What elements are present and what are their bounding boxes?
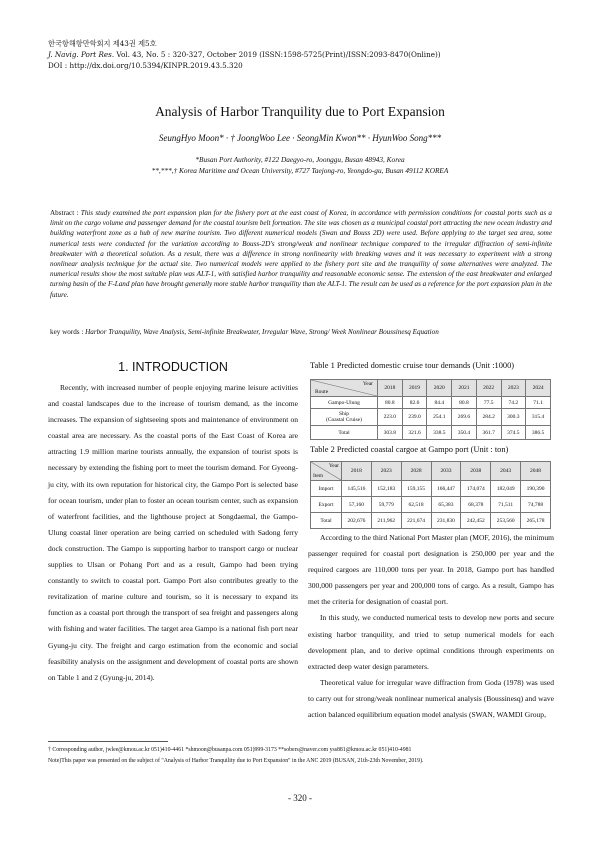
table-cell: 62,518 (401, 497, 431, 513)
row-label: Total (311, 426, 378, 440)
table2-corner (311, 462, 342, 481)
journal-citation (48, 49, 441, 60)
row-label: Gampo-Ulung (311, 397, 378, 409)
table-cell: 74.2 (501, 397, 526, 409)
row-label: Total (311, 513, 342, 529)
table1-year: 2018 (378, 380, 403, 397)
table1-year: 2024 (526, 380, 551, 397)
table-cell: 269.6 (452, 409, 477, 426)
table2-year: 2043 (491, 462, 521, 481)
paragraph: Recently, with increased number of people enjoying marine leisure activities and coastal landscapes due to the increase of tourism demand, as the income increases. The expansion of sightseeing spots and maintenance of environment on coastal area are necessary. As the coastal ports of the East Coast of Korea are attracting 1.9 million marine tourists annually, the expansion of tourist spots is necessary by extending the fishing port to meet the tourism demand. For Gyeong-ju city, with its own reputation for historical city, the Gampo Port is selected base for ocean tourism, under plan to foster an ocean tourism center, such as expansion of waterfront facilities, and the lighthouse project at Songdaemal, the Gampo-Ulung coastal liner operation are being carried on scheduled with Sadong ferry dock construction. The Gampo is supporting harbor to transport cargo or nuclear supplies to Ulsan or Pohang Port and as a result, Gampo had been trying constantly to switch to coastal port. Gampo Port also contributes greatly to the revitalization of marine culture and tourism, so it is necessary to expand its function as a coastal port through the transport of sea freight and passengers along with fishing and water facilities. The target area Gampo is a national fish port near Gyung-ju city. The freight and cargo estimation from the economic and social feasibility analysis on the assignment and development of coastal ports are shown on Table 1 and 2 (Gyung-ju, 2014). (48, 383, 298, 682)
row-label-line2: (Coastal Cruise) (326, 417, 362, 423)
table1 (310, 379, 551, 440)
affiliation-2: **,***,† Korea Maritime and Ocean University, #727 Taejong-ro, Yeongdo-gu, Busan 49112 KOREA (151, 166, 449, 175)
left-column (48, 380, 298, 686)
table-cell: 145,516 (342, 481, 372, 497)
table-cell: 303.8 (378, 426, 403, 440)
table-cell: 84.4 (427, 397, 452, 409)
table1-year: 2019 (402, 380, 427, 397)
table1-year: 2022 (476, 380, 501, 397)
table-cell: 254.1 (427, 409, 452, 426)
table-row (311, 497, 551, 513)
table1-year: 2023 (501, 380, 526, 397)
footnote-rule (48, 741, 168, 742)
table-row (311, 426, 551, 440)
table-cell: 350.4 (452, 426, 477, 440)
table-row (311, 481, 551, 497)
table-cell: 321.6 (402, 426, 427, 440)
table1-corner-bottom: Route (315, 389, 329, 395)
table-cell: 284.2 (476, 409, 501, 426)
paragraph: In this study, we conducted numerical tests to develop new ports and secure existing harbor tranquility, and tried to setup numerical models for each development plan, and to derive optimal conditions through experiments on extracted deep water design parameters. (308, 613, 554, 671)
table-cell: 242,452 (461, 513, 491, 529)
journal-header-korean: 한국항해항만학회지 제43권 제5호 (48, 39, 157, 48)
row-label (311, 409, 378, 426)
affiliation-1: *Busan Port Authority, #122 Daegyo-ro, Joonggu, Busan 48943, Korea (195, 155, 405, 164)
journal-volume-info: Vol. 43, No. 5 : 320-327, October 2019 (ISSN:1598-5725(Print)/ISSN:2093-8470(Online)) (114, 50, 441, 59)
table2-year: 2018 (342, 462, 372, 481)
table2-year: 2023 (371, 462, 401, 481)
table-cell: 166,447 (431, 481, 461, 497)
table1-caption: Table 1 Predicted domestic cruise tour demands (Unit :1000) (310, 361, 515, 370)
keywords-text: Harbor Tranquility, Wave Analysis, Semi-infinite Breakwater, Irregular Wave, Strong/ Week Nonlinear Boussinesq Equation (85, 328, 439, 336)
table1-corner-top: Year (362, 381, 373, 387)
table2 (310, 461, 551, 529)
table-row (311, 513, 551, 529)
table-cell: 71.1 (526, 397, 551, 409)
table-cell: 59,779 (371, 497, 401, 513)
table-cell: 361.7 (476, 426, 501, 440)
table-cell: 71,511 (491, 497, 521, 513)
table-cell: 74,788 (521, 497, 551, 513)
footnote-note: Note)This paper was presented on the subject of "Analysis of Harbor Tranquility due to Port Expansion" in the ANC 2019 (BUSAN, 21th-23th November, 2019). (48, 757, 424, 764)
abstract (50, 208, 552, 300)
table-cell: 231,830 (431, 513, 461, 529)
table2-year: 2028 (401, 462, 431, 481)
row-label: Export (311, 497, 342, 513)
journal-header (48, 38, 441, 71)
table-row (311, 397, 551, 409)
keywords-label: key words : (50, 328, 86, 336)
table2-year: 2038 (461, 462, 491, 481)
footnote-correspondence: † Corresponding author, jwlee@kmou.ac.kr 051)410-4461 *shmoon@busanpa.com 051)999-3173 **sobers@naver.com yss881@kmou.ac.kr 051)410-4981 (48, 747, 412, 753)
table2-year: 2048 (521, 462, 551, 481)
table-row (311, 409, 551, 426)
table-cell: 386.5 (526, 426, 551, 440)
table2-year: 2033 (431, 462, 461, 481)
table-cell: 202,676 (342, 513, 372, 529)
table-cell: 374.5 (501, 426, 526, 440)
table-cell: 80.8 (378, 397, 403, 409)
footnotes (48, 745, 568, 766)
table2-corner-bottom: Item (313, 473, 324, 479)
table-cell: 57,160 (342, 497, 372, 513)
table-cell: 223.0 (378, 409, 403, 426)
table1-year: 2021 (452, 380, 477, 397)
table-cell: 68,378 (461, 497, 491, 513)
abstract-label: Abstract : (50, 209, 81, 217)
journal-abbrev: J. Navig. Port Res. (48, 50, 115, 59)
table-cell: 159,155 (401, 481, 431, 497)
table-cell: 239.0 (402, 409, 427, 426)
paragraph: Theoretical value for irregular wave diffraction from Goda (1978) was used to carry out for strong/weak nonlinear numerical analysis (Boussinesq) and wave action balanced equilibrium equation model analysis (SWAN, WAMDI Group, (308, 677, 554, 720)
author-list: SeungHyo Moon* · † JoongWoo Lee · SeongMin Kwon** · HyunWoo Song*** (158, 133, 442, 143)
abstract-text: This study examined the port expansion plan for the fishery port at the east coast of Korea, in accordance with permission conditions for coastal ports such as a limit on the cargo volume and passenger demand for the coastal tourism belt formation. The site was chosen as a municipal coastal port attracting the new ocean industry and building waterfront zone as a hub of new marine tourism. Two different numerical models (Swan and Bouss 2D) were used. Before applying to the target sea area, some numerical tests were conducted for the variation according to Bouss-2D's strong/weak and nonlinear technique compared to the irregular diffraction of semi-infinite breakwater with a theoretical solution. As a result, there was a difference in strong nonlinearity with breaking waves and it was necessary to experiment with a strong nonlinear analysis technique for the actual site. Two numerical models were applied to the fishery port site and the tranquility of some alternatives were analyzed. The numerical results show the most suitable plan was ALT-1, with satisfied harbor tranquility and reasonable economic sense. The extension of the east breakwater and enlarged turning basin of the F-Land plan have brought generally more stable harbor tranquility than the ALT-1. The result can be used as a reference for the port expansion plan in the future. (50, 209, 552, 299)
table-cell: 182,049 (491, 481, 521, 497)
page-number: - 320 - (288, 793, 312, 803)
table-cell: 315.4 (526, 409, 551, 426)
paper-title: Analysis of Harbor Tranquility due to Port Expansion (155, 104, 445, 119)
table-cell: 152,183 (371, 481, 401, 497)
table-cell: 211,962 (371, 513, 401, 529)
table-cell: 338.5 (427, 426, 452, 440)
table-cell: 65,383 (431, 497, 461, 513)
table-cell: 80.8 (452, 397, 477, 409)
table-cell: 300.3 (501, 409, 526, 426)
table-cell: 82.6 (402, 397, 427, 409)
table-cell: 253,560 (491, 513, 521, 529)
section-heading: 1. INTRODUCTION (118, 360, 228, 374)
table1-corner (311, 380, 378, 397)
paragraph: According to the third National Port Master plan (MOF, 2016), the minimum passenger required for coastal port designation is 250,000 per year and the required cargoes are 110,000 tons per year. In 2018, Gampo port has handled 300,000 passengers per year and 200,000 tons of cargo. As a result, Gampo has met the criteria for designation of coastal port. (308, 533, 554, 607)
table2-corner-top: Year (328, 463, 339, 469)
table-cell: 221,674 (401, 513, 431, 529)
table1-year: 2020 (427, 380, 452, 397)
doi-line[interactable]: DOI : http://dx.doi.org/10.5394/KINPR.2019.43.5.320 (48, 61, 243, 70)
row-label-line1: Ship (338, 411, 350, 417)
table-cell: 77.5 (476, 397, 501, 409)
right-column (308, 530, 554, 723)
table-cell: 174,074 (461, 481, 491, 497)
table2-caption: Table 2 Predicted coastal cargoe at Gampo port (Unit : ton) (310, 445, 509, 454)
row-label: Import (311, 481, 342, 497)
keywords (50, 328, 560, 336)
table-cell: 265,178 (521, 513, 551, 529)
table-cell: 190,390 (521, 481, 551, 497)
